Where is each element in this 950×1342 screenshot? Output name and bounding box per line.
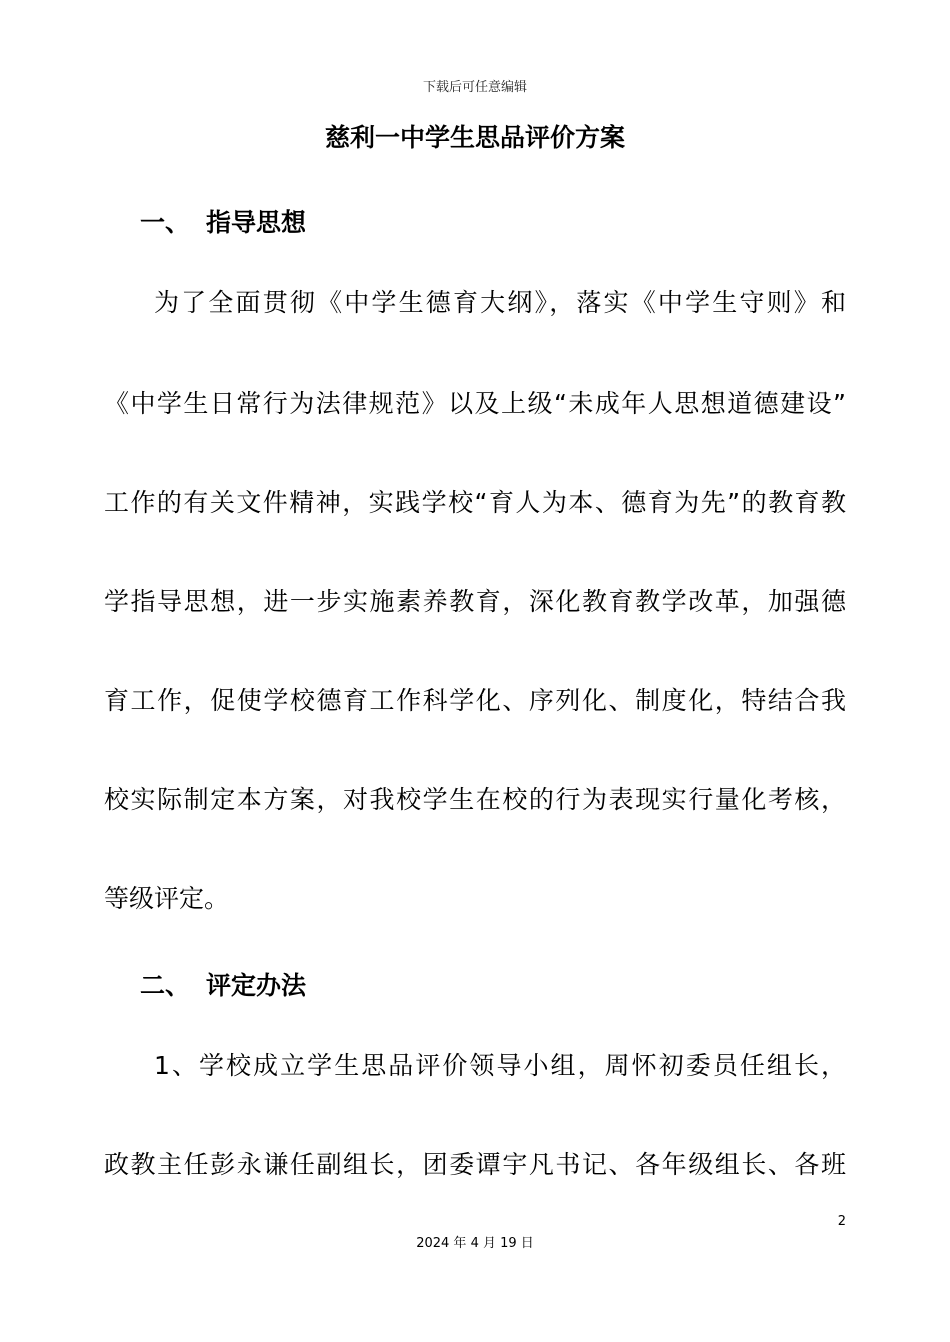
- paragraph-line: 政教主任彭永谦任副组长，团委谭宇凡书记、各年级组长、各班: [104, 1150, 846, 1179]
- section-number: 一、: [140, 208, 191, 237]
- paragraph-line: 1、学校成立学生思品评价领导小组，周怀初委员任组长，: [154, 1051, 846, 1080]
- document-title: 慈利一中学生思品评价方案: [324, 123, 625, 152]
- paragraph-line: 为了全面贯彻《中学生德育大纲》，落实《中学生守则》和: [154, 288, 846, 317]
- paragraph-line: 《中学生日常行为法律规范》以及上级“未成年人思想道德建设”: [104, 389, 846, 418]
- section-heading-text: 指导思想: [206, 208, 307, 237]
- paragraph-line: 等级评定。: [104, 884, 230, 913]
- section-heading-text: 评定办法: [206, 971, 307, 1000]
- footer-date: 2024 年 4 月 19 日: [416, 1236, 534, 1251]
- section-heading-evaluation-method: [140, 966, 306, 1002]
- paragraph-line: 工作的有关文件精神，实践学校“育人为本、德育为先”的教育教: [104, 488, 846, 517]
- paragraph-line: 育工作，促使学校德育工作科学化、序列化、制度化，特结合我: [104, 686, 846, 715]
- page-number: 2: [837, 1214, 846, 1229]
- section-heading-guiding-ideology: [140, 203, 306, 239]
- header-note: 下载后可任意编辑: [422, 80, 527, 95]
- paragraph-line: 学指导思想，进一步实施素养教育，深化教育教学改革，加强德: [104, 587, 846, 616]
- paragraph-line: 校实际制定本方案，对我校学生在校的行为表现实行量化考核，: [104, 785, 846, 814]
- section-number: 二、: [140, 971, 191, 1000]
